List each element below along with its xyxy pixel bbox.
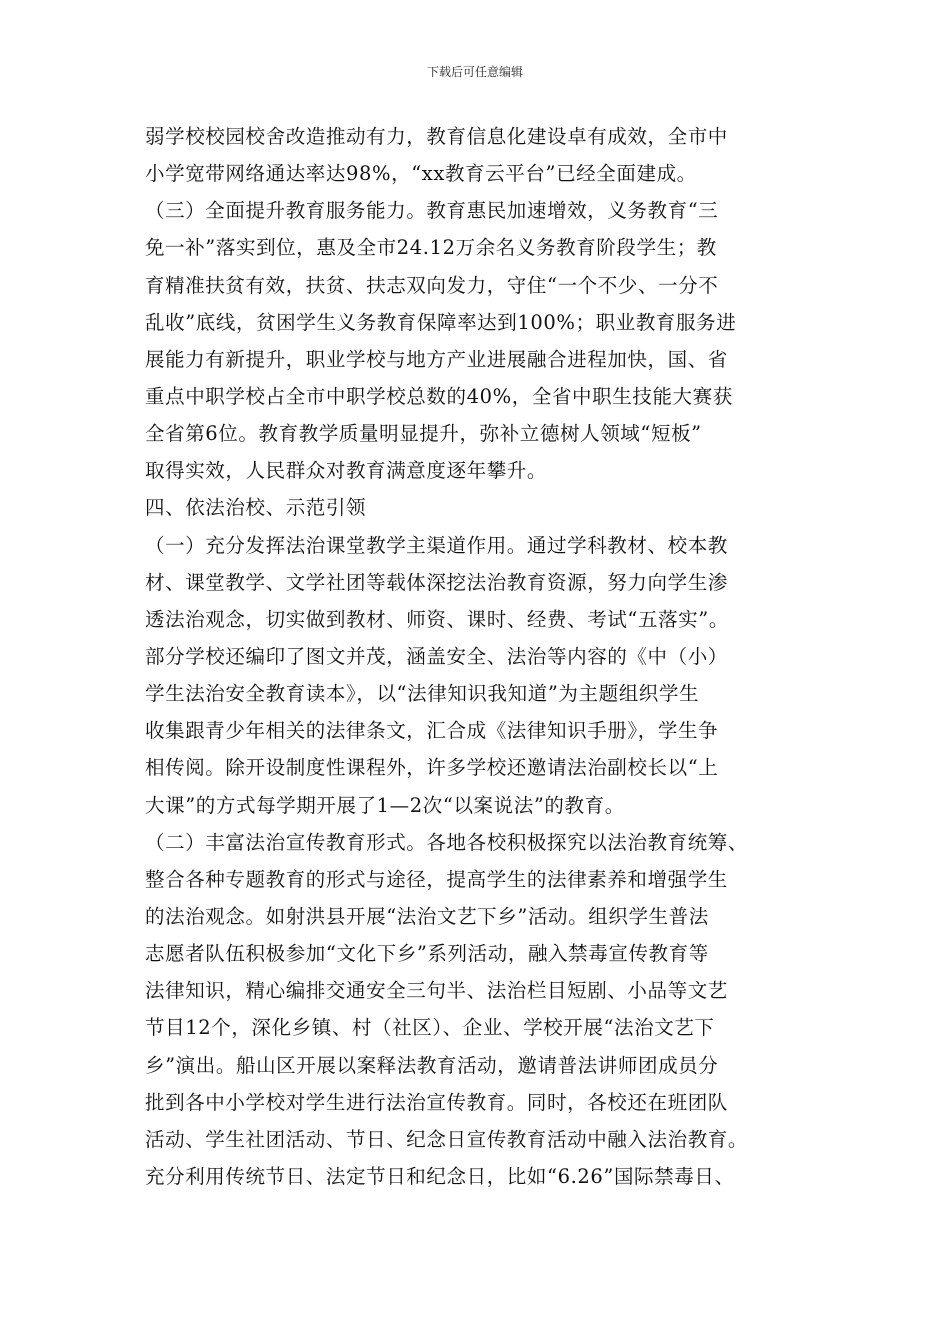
text-line: 小学宽带网络通达率达98%，“xx教育云平台”已经全面建成。 bbox=[145, 162, 697, 186]
text-line: 法律知识，精心编排交通安全三句半、法治栏目短剧、小品等文艺 bbox=[145, 979, 728, 1003]
section-heading: 四、依法治校、示范引领 bbox=[145, 496, 367, 520]
page-header-note: 下载后可任意编辑 bbox=[426, 65, 523, 79]
text-line: 乡”演出。船山区开展以案释法教育活动，邀请普法讲师团成员分 bbox=[145, 1053, 719, 1077]
text-line: 取得实效，人民群众对教育满意度逐年攀升。 bbox=[145, 459, 548, 483]
text-line: 全省第6位。教育教学质量明显提升，弥补立德树人领域“短板” bbox=[145, 422, 702, 446]
text-line: 弱学校校园校舍改造推动有力，教育信息化建设卓有成效，全市中 bbox=[145, 125, 728, 148]
text-line: （二）丰富法治宣传教育形式。各地各校积极探究以法治教育统筹、 bbox=[145, 830, 749, 854]
text-line: 展能力有新提升，职业学校与地方产业进展融合进程加快，国、省 bbox=[145, 347, 728, 371]
text-line: 乱收”底线，贫困学生义务教育保障率达到100%；职业教育服务进 bbox=[145, 310, 737, 334]
text-line: 育精准扶贫有效，扶贫、扶志双向发力，守住“一个不少、一分不 bbox=[145, 273, 719, 297]
text-line: 整合各种专题教育的形式与途径，提高学生的法律素养和增强学生 bbox=[145, 867, 728, 891]
text-line: 的法治观念。如射洪县开展“法治文艺下乡”活动。组织学生普法 bbox=[145, 904, 709, 928]
text-line: 材、课堂教学、文学社团等载体深挖法治教育资源，努力向学生渗 bbox=[145, 570, 728, 594]
text-line: 活动、学生社团活动、节日、纪念日宣传教育活动中融入法治教育。 bbox=[145, 1127, 749, 1151]
text-line: 充分利用传统节日、法定节日和纪念日，比如“6.26”国际禁毒日、 bbox=[145, 1164, 735, 1188]
text-line: 收集跟青少年相关的法律条文，汇合成《法律知识手册》，学生争 bbox=[145, 719, 719, 743]
text-line: （三）全面提升教育服务能力。教育惠民加速增效，义务教育“三 bbox=[145, 199, 719, 223]
text-line: 节目12个，深化乡镇、村（社区）、企业、学校开展“法治文艺下 bbox=[145, 1016, 715, 1040]
text-line: 学生法治安全教育读本》，以“法律知识我知道”为主题组织学生 bbox=[145, 682, 700, 706]
text-line: 部分学校还编印了图文并茂，涵盖安全、法治等内容的《中（小） bbox=[145, 644, 728, 668]
text-line: 志愿者队伍积极参加“文化下乡”系列活动，融入禁毒宣传教育等 bbox=[145, 942, 709, 966]
document-body bbox=[145, 118, 825, 1195]
text-line: 重点中职学校占全市中职学校总数的40%，全省中职生技能大赛获 bbox=[145, 384, 733, 408]
text-line: 大课”的方式每学期开展了1—2次“以案说法”的教育。 bbox=[145, 793, 625, 817]
text-line: 透法治观念，切实做到教材、师资、课时、经费、考试“五落实”。 bbox=[145, 607, 729, 631]
text-line: （一）充分发挥法治课堂教学主渠道作用。通过学科教材、校本教 bbox=[145, 533, 728, 557]
text-line: 相传阅。除开设制度性课程外，许多学校还邀请法治副校长以“上 bbox=[145, 756, 719, 780]
text-line: 免一补”落实到位，惠及全市24.12万余名义务教育阶段学生；教 bbox=[145, 236, 717, 260]
text-line: 批到各中小学校对学生进行法治宣传教育。同时，各校还在班团队 bbox=[145, 1090, 728, 1114]
